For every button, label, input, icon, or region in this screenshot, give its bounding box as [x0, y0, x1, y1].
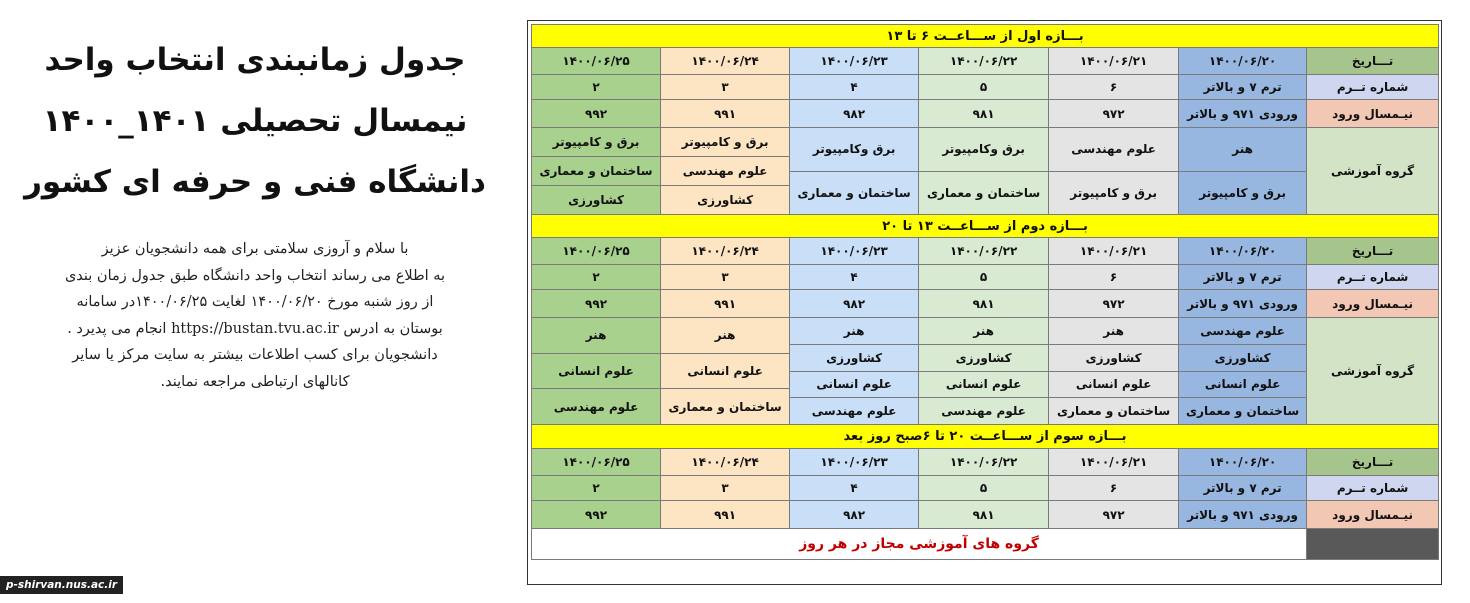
row-label-date: تـــاریخ [1307, 449, 1439, 476]
group-item: علوم انسانی [532, 353, 660, 389]
page-title [20, 30, 490, 213]
group-item: هنر [973, 323, 994, 338]
entry-cell: ۹۹۱ [661, 100, 790, 128]
row-label-group: گروه آموزشی [1307, 318, 1439, 425]
date-cell: ۱۴۰۰/۰۶/۲۰ [1179, 48, 1307, 75]
term-cell: ۳ [661, 265, 790, 290]
site-watermark: p-shirvan.nus.ac.ir [0, 576, 123, 594]
term-cell: ۶ [1049, 75, 1179, 100]
term-cell: ۵ [919, 265, 1049, 290]
group-cell [1049, 318, 1179, 425]
entry-cell: ورودی ۹۷۱ و بالاتر [1179, 290, 1307, 318]
text-line: کانالهای ارتباطی مراجعه نمایند. [160, 373, 350, 390]
group-cell [1179, 128, 1307, 215]
footer-note: گروه های آموزشی مجاز در هر روز [532, 529, 1307, 560]
entry-cell: ۹۹۲ [532, 100, 661, 128]
group-item: هنر [585, 328, 607, 343]
date-cell: ۱۴۰۰/۰۶/۲۲ [919, 449, 1049, 476]
row-label-date: تـــاریخ [1307, 238, 1439, 265]
term-cell: ۵ [919, 476, 1049, 501]
term-cell: ۳ [661, 476, 790, 501]
entry-cell: ۹۹۲ [532, 501, 661, 529]
entry-cell: ۹۹۱ [661, 290, 790, 318]
date-cell: ۱۴۰۰/۰۶/۲۴ [661, 449, 790, 476]
group-item: برق و کامپیوتر [552, 135, 640, 149]
row-label-group: گروه آموزشی [1307, 128, 1439, 215]
group-item: برق و کامپیوتر [1179, 171, 1306, 215]
group-item: کشاورزی [790, 344, 918, 371]
group-item: علوم انسانی [790, 371, 918, 398]
schedule-table [531, 24, 1439, 560]
entry-cell: ۹۷۲ [1049, 501, 1179, 529]
term-cell: ۲ [532, 265, 661, 290]
date-cell: ۱۴۰۰/۰۶/۲۲ [919, 238, 1049, 265]
group-item: کشاورزی [1049, 344, 1178, 371]
group-item: کشاورزی [532, 185, 660, 214]
group-item: هنر [843, 323, 865, 338]
date-cell: ۱۴۰۰/۰۶/۲۳ [790, 238, 919, 265]
date-cell: ۱۴۰۰/۰۶/۲۱ [1049, 449, 1179, 476]
group-item: علوم مهندسی [790, 397, 918, 424]
period-banner: بـــازه سوم از ســـاعــت ۲۰ تا ۶صبح روز بعد [532, 425, 1439, 449]
date-cell: ۱۴۰۰/۰۶/۲۳ [790, 48, 919, 75]
group-item: علوم مهندسی [661, 156, 789, 185]
entry-cell: ۹۸۲ [790, 100, 919, 128]
text-line: بوستان به ادرس https://bustan.tvu.ac.ir انجام می پدیرد . [67, 320, 443, 337]
group-item: ساختمان و معماری [790, 171, 918, 215]
row-label-term: شماره تــرم [1307, 75, 1439, 100]
row-label-entry: نیـمسال ورود [1307, 100, 1439, 128]
term-cell: ۲ [532, 476, 661, 501]
group-item: کشاورزی [661, 185, 789, 214]
term-cell: ترم ۷ و بالاتر [1179, 75, 1307, 100]
group-item: ساختمان و معماری [919, 171, 1048, 215]
term-cell: ۴ [790, 265, 919, 290]
date-cell: ۱۴۰۰/۰۶/۲۵ [532, 48, 661, 75]
group-item: هنر [1103, 323, 1124, 338]
group-item: علوم انسانی [1179, 371, 1306, 398]
entry-cell: ۹۸۲ [790, 290, 919, 318]
term-cell: ترم ۷ و بالاتر [1179, 265, 1307, 290]
entry-cell: ۹۹۲ [532, 290, 661, 318]
term-cell: ۲ [532, 75, 661, 100]
group-item: برق و کامپیوتر [1049, 171, 1178, 215]
entry-cell: ۹۸۲ [790, 501, 919, 529]
date-cell: ۱۴۰۰/۰۶/۲۱ [1049, 48, 1179, 75]
group-cell [1179, 318, 1307, 425]
group-cell [661, 318, 790, 425]
group-cell [790, 128, 919, 215]
entry-cell: ۹۸۱ [919, 290, 1049, 318]
group-item: برق و کامپیوتر [681, 135, 769, 149]
group-item: علوم مهندسی [532, 388, 660, 424]
text-line: دانشجویان برای کسب اطلاعات بیشتر به سایت مرکز یا سایر [72, 347, 438, 363]
row-label-entry: نیـمسال ورود [1307, 290, 1439, 318]
term-cell: ۵ [919, 75, 1049, 100]
date-cell: ۱۴۰۰/۰۶/۲۴ [661, 48, 790, 75]
term-cell: ۳ [661, 75, 790, 100]
date-cell: ۱۴۰۰/۰۶/۲۵ [532, 238, 661, 265]
date-cell: ۱۴۰۰/۰۶/۲۵ [532, 449, 661, 476]
title-line: دانشگاه فنی و حرفه ای کشور [24, 164, 486, 200]
announcement-panel [20, 0, 490, 603]
group-item: کشاورزی [1179, 344, 1306, 371]
date-cell: ۱۴۰۰/۰۶/۲۰ [1179, 449, 1307, 476]
term-cell: ۴ [790, 75, 919, 100]
group-item: علوم انسانی [919, 371, 1048, 398]
row-label-date: تـــاریخ [1307, 48, 1439, 75]
group-cell [661, 128, 790, 215]
title-line: جدول زمانبندی انتخاب واحد [44, 42, 466, 78]
group-item: ساختمان و معماری [661, 388, 789, 424]
period-banner: بـــازه اول از ســـاعــت ۶ تا ۱۳ [532, 25, 1439, 48]
footer-blank [1307, 529, 1439, 560]
period-banner: بـــازه دوم از ســـاعــت ۱۳ تا ۲۰ [532, 215, 1439, 238]
entry-cell: ۹۹۱ [661, 501, 790, 529]
entry-cell: ۹۷۲ [1049, 100, 1179, 128]
date-cell: ۱۴۰۰/۰۶/۲۳ [790, 449, 919, 476]
group-item: علوم انسانی [1049, 371, 1178, 398]
text-line: از روز شنبه مورخ ۱۴۰۰/۰۶/۲۰ لغایت ۱۴۰۰/۰۶/۲۵در سامانه [76, 294, 434, 310]
row-label-term: شماره تــرم [1307, 265, 1439, 290]
group-cell [790, 318, 919, 425]
group-item: برق وکامپیوتر [942, 142, 1025, 157]
group-cell [919, 128, 1049, 215]
date-cell: ۱۴۰۰/۰۶/۲۲ [919, 48, 1049, 75]
group-item: کشاورزی [919, 344, 1048, 371]
group-item: ساختمان و معماری [532, 156, 660, 185]
row-label-entry: نیـمسال ورود [1307, 501, 1439, 529]
term-cell: ترم ۷ و بالاتر [1179, 476, 1307, 501]
group-item: علوم انسانی [661, 353, 789, 389]
group-item: علوم مهندسی [1071, 142, 1156, 157]
term-cell: ۶ [1049, 476, 1179, 501]
group-cell [532, 128, 661, 215]
entry-cell: ۹۸۱ [919, 100, 1049, 128]
group-item: هنر [714, 328, 736, 343]
group-item: ساختمان و معماری [1049, 397, 1178, 424]
text-line: با سلام و آروزی سلامتی برای همه دانشجویان عزیز [101, 241, 409, 257]
title-line: نیمسال تحصیلی ۱۴۰۱_۱۴۰۰ [42, 103, 468, 139]
group-item: علوم مهندسی [1200, 323, 1285, 338]
entry-cell: ۹۸۱ [919, 501, 1049, 529]
date-cell: ۱۴۰۰/۰۶/۲۴ [661, 238, 790, 265]
term-cell: ۶ [1049, 265, 1179, 290]
date-cell: ۱۴۰۰/۰۶/۲۱ [1049, 238, 1179, 265]
group-cell [919, 318, 1049, 425]
text-line: به اطلاع می رساند انتخاب واحد دانشگاه طبق جدول زمان بندی [64, 267, 446, 284]
group-item: علوم مهندسی [919, 397, 1048, 424]
date-cell: ۱۴۰۰/۰۶/۲۰ [1179, 238, 1307, 265]
group-item: برق وکامپیوتر [812, 142, 896, 157]
term-cell: ۴ [790, 476, 919, 501]
entry-cell: ورودی ۹۷۱ و بالاتر [1179, 100, 1307, 128]
entry-cell: ۹۷۲ [1049, 290, 1179, 318]
group-item: ساختمان و معماری [1179, 397, 1306, 424]
group-cell [1049, 128, 1179, 215]
entry-cell: ورودی ۹۷۱ و بالاتر [1179, 501, 1307, 529]
group-cell [532, 318, 661, 425]
row-label-term: شماره تــرم [1307, 476, 1439, 501]
group-item: هنر [1232, 142, 1253, 157]
announcement-text [20, 236, 490, 395]
